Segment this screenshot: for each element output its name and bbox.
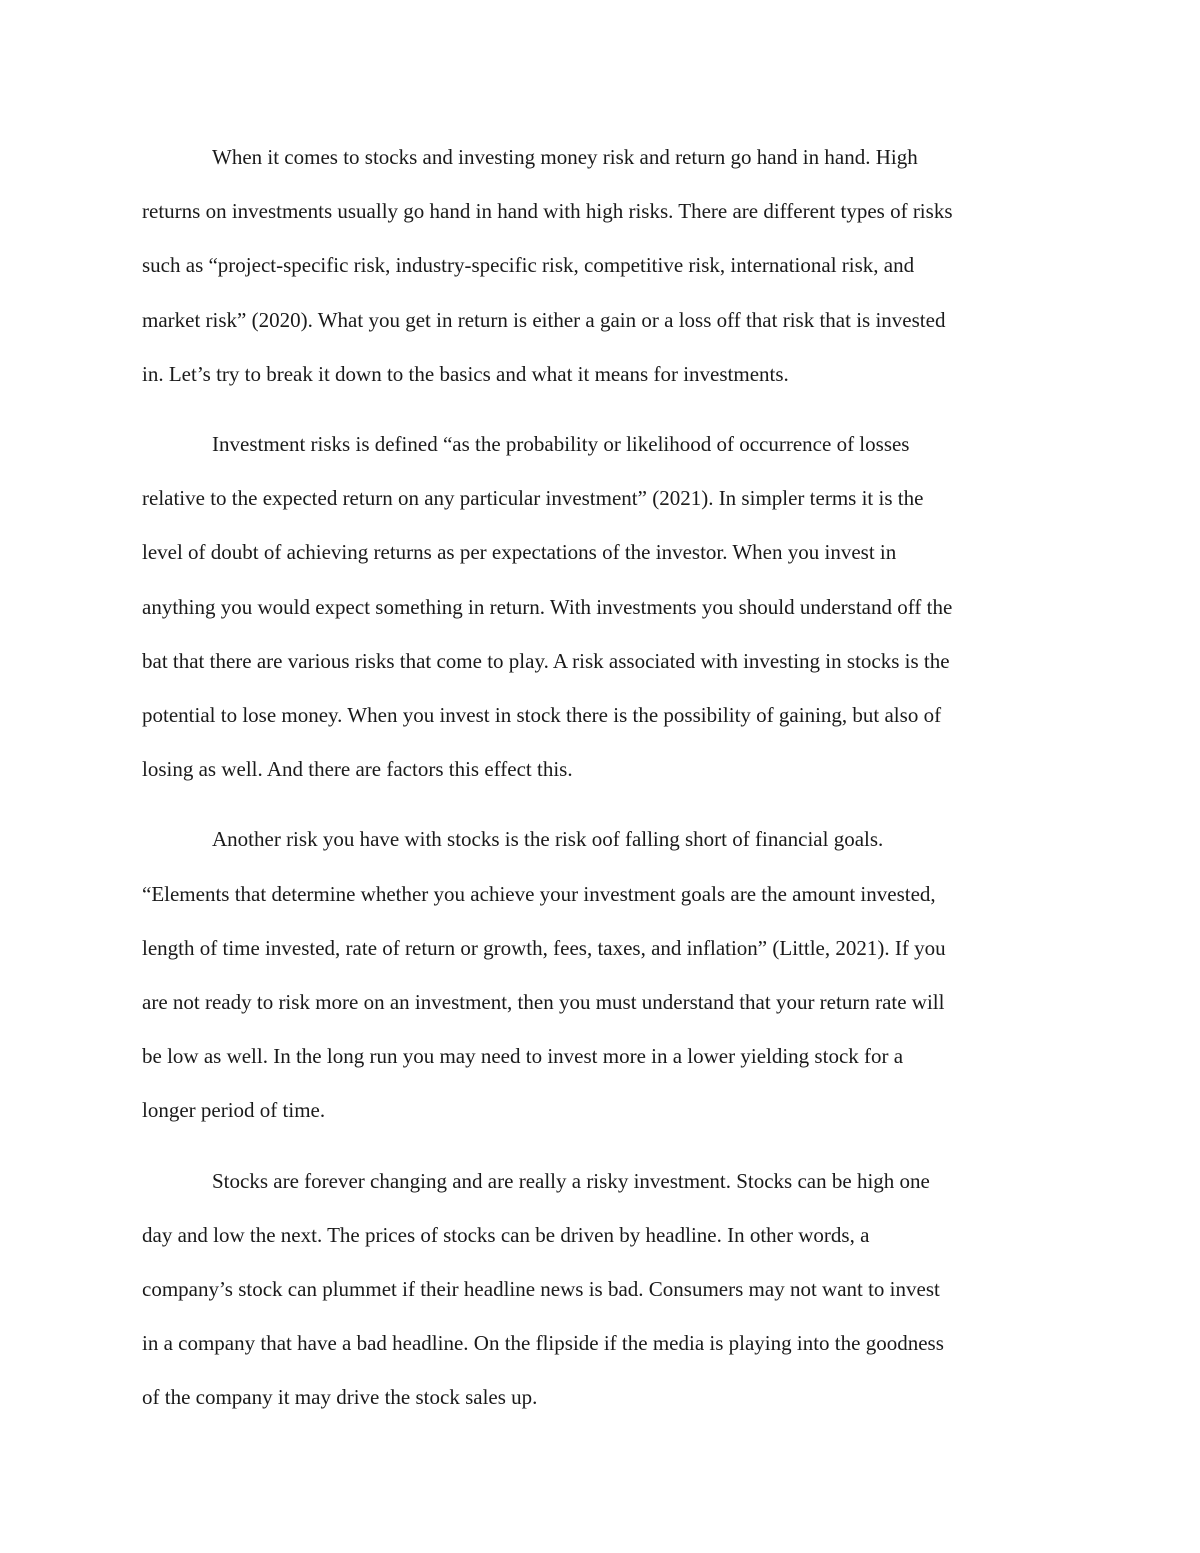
paragraph-gap	[142, 1138, 1060, 1154]
text-line: Another risk you have with stocks is the risk oof falling short of financial goals.	[212, 827, 884, 852]
text-line: losing as well. And there are factors this effect this.	[142, 757, 573, 782]
paragraph-2	[142, 417, 1060, 796]
text-line: relative to the expected return on any particular investment” (2021). In simpler terms it is the	[142, 486, 924, 511]
paragraph-1	[142, 130, 1060, 401]
text-line: day and low the next. The prices of stocks can be driven by headline. In other words, a	[142, 1222, 870, 1247]
text-line: bat that there are various risks that come to play. A risk associated with investing in stocks is the	[142, 648, 950, 673]
text-line: Investment risks is defined “as the probability or likelihood of occurrence of losses	[212, 432, 910, 457]
text-line: When it comes to stocks and investing money risk and return go hand in hand. High	[212, 145, 918, 169]
text-line: length of time invested, rate of return or growth, fees, taxes, and inflation” (Little, 2021). If you	[142, 935, 946, 960]
text-line: level of doubt of achieving returns as per expectations of the investor. When you invest in	[142, 540, 897, 565]
text-line: market risk” (2020). What you get in return is either a gain or a loss off that risk that is invested	[142, 307, 946, 332]
text-line: such as “project-specific risk, industry-specific risk, competitive risk, international risk, and	[142, 253, 915, 278]
text-line: Stocks are forever changing and are really a risky investment. Stocks can be high one	[212, 1168, 930, 1193]
text-line: in a company that have a bad headline. On the flipside if the media is playing into the goodness	[142, 1331, 944, 1356]
text-line: company’s stock can plummet if their headline news is bad. Consumers may not want to invest	[142, 1277, 940, 1302]
text-line: longer period of time.	[142, 1098, 326, 1123]
text-line: potential to lose money. When you invest in stock there is the possibility of gaining, but also of	[142, 703, 942, 728]
text-line: anything you would expect something in return. With investments you should understand off the	[142, 594, 953, 619]
text-line: are not ready to risk more on an investment, then you must understand that your return rate will	[142, 990, 945, 1015]
text-line: be low as well. In the long run you may need to invest more in a lower yielding stock for a	[142, 1044, 904, 1069]
paragraph-gap	[142, 401, 1060, 417]
paragraph-3	[142, 812, 1060, 1137]
text-line: returns on investments usually go hand in hand with high risks. There are different types of risks	[142, 199, 953, 224]
paragraph-gap	[142, 796, 1060, 812]
paragraph-4	[142, 1154, 1060, 1425]
document-body	[142, 130, 1060, 1425]
text-line: “Elements that determine whether you achieve your investment goals are the amount invested,	[142, 881, 936, 906]
text-line: of the company it may drive the stock sales up.	[142, 1385, 538, 1410]
text-line: in. Let’s try to break it down to the basics and what it means for investments.	[142, 361, 789, 386]
